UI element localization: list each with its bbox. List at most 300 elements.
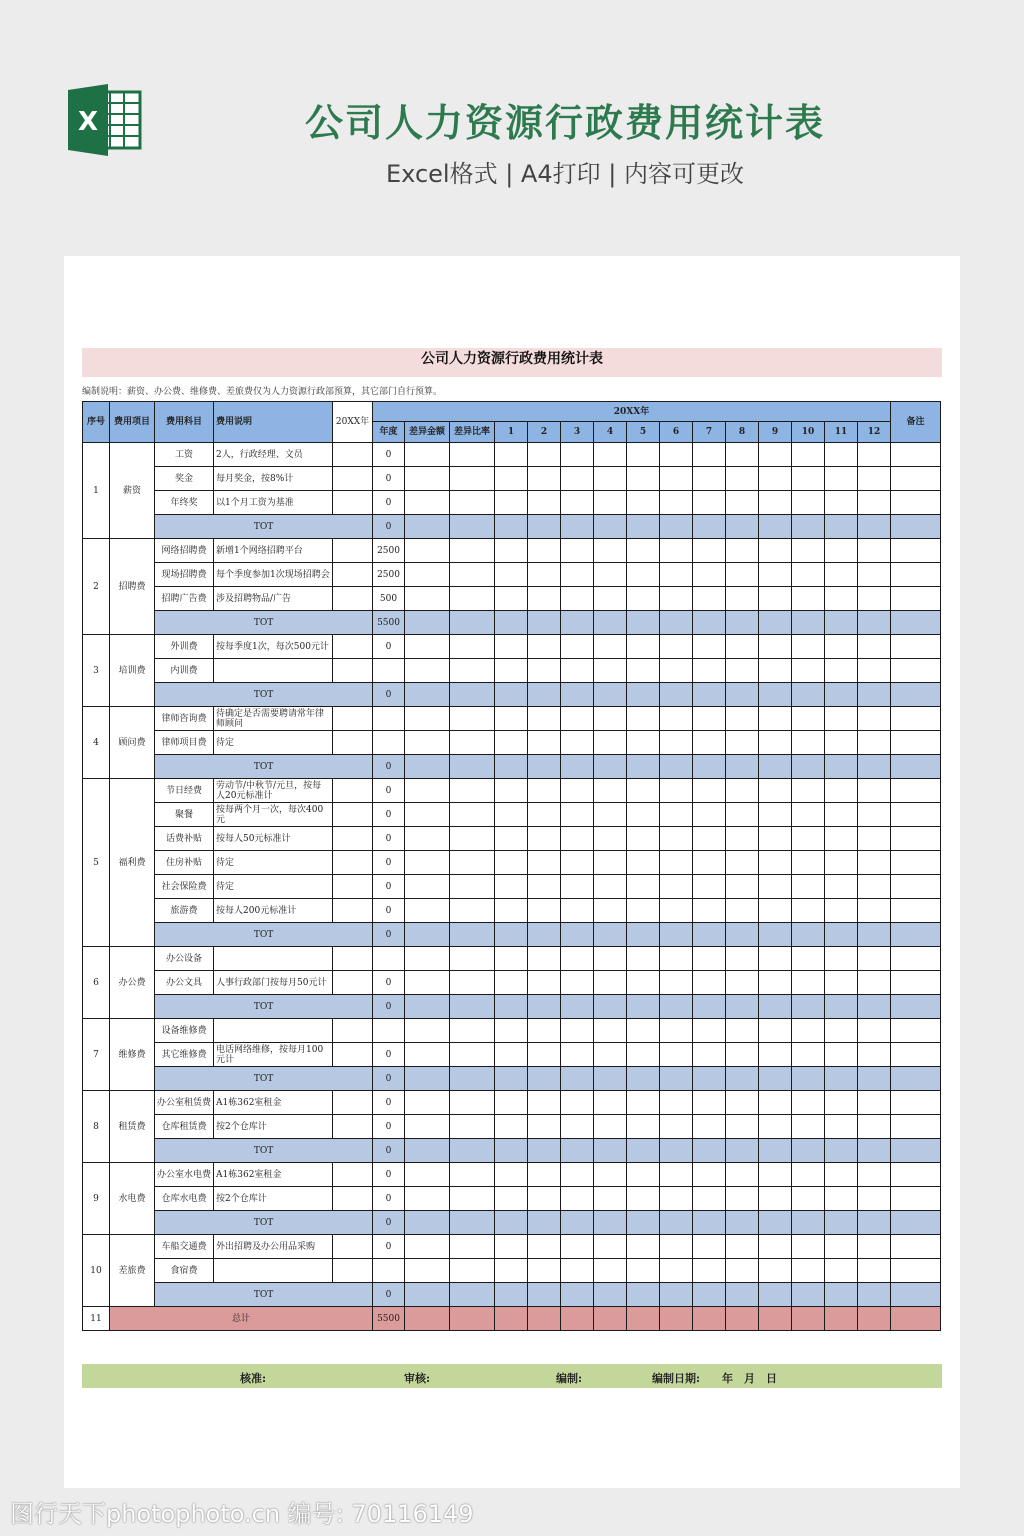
data-cell[interactable] xyxy=(405,755,450,779)
data-cell[interactable] xyxy=(759,1091,792,1115)
data-cell[interactable] xyxy=(561,1115,594,1139)
data-cell[interactable] xyxy=(891,1043,941,1067)
year-cell[interactable] xyxy=(333,899,373,923)
data-cell[interactable] xyxy=(759,1211,792,1235)
data-cell[interactable] xyxy=(858,1019,891,1043)
data-cell[interactable] xyxy=(561,1139,594,1163)
year-cell[interactable] xyxy=(333,587,373,611)
data-cell[interactable] xyxy=(594,563,627,587)
data-cell[interactable] xyxy=(405,1019,450,1043)
data-cell[interactable] xyxy=(561,875,594,899)
data-cell[interactable] xyxy=(627,707,660,731)
data-cell[interactable] xyxy=(495,1211,528,1235)
data-cell[interactable] xyxy=(792,1043,825,1067)
data-cell[interactable] xyxy=(759,851,792,875)
data-cell[interactable] xyxy=(792,1211,825,1235)
data-cell[interactable] xyxy=(660,683,693,707)
year-cell[interactable] xyxy=(333,443,373,467)
data-cell[interactable] xyxy=(891,1211,941,1235)
data-cell[interactable] xyxy=(405,1307,450,1331)
data-cell[interactable] xyxy=(627,659,660,683)
data-cell[interactable] xyxy=(693,707,726,731)
data-cell[interactable] xyxy=(660,779,693,803)
data-cell[interactable] xyxy=(726,1259,759,1283)
data-cell[interactable] xyxy=(561,1283,594,1307)
data-cell[interactable] xyxy=(660,515,693,539)
data-cell[interactable] xyxy=(495,755,528,779)
data-cell[interactable] xyxy=(858,515,891,539)
data-cell[interactable] xyxy=(858,947,891,971)
data-cell[interactable] xyxy=(405,923,450,947)
annual-cell[interactable]: 0 xyxy=(373,779,405,803)
data-cell[interactable] xyxy=(792,1067,825,1091)
data-cell[interactable] xyxy=(858,1115,891,1139)
data-cell[interactable] xyxy=(594,851,627,875)
data-cell[interactable] xyxy=(627,923,660,947)
year-cell[interactable] xyxy=(333,539,373,563)
data-cell[interactable] xyxy=(561,827,594,851)
data-cell[interactable] xyxy=(759,443,792,467)
data-cell[interactable] xyxy=(693,659,726,683)
data-cell[interactable] xyxy=(792,491,825,515)
data-cell[interactable] xyxy=(627,563,660,587)
data-cell[interactable] xyxy=(660,443,693,467)
data-cell[interactable] xyxy=(528,515,561,539)
data-cell[interactable] xyxy=(792,1115,825,1139)
data-cell[interactable] xyxy=(693,467,726,491)
data-cell[interactable] xyxy=(891,995,941,1019)
data-cell[interactable] xyxy=(450,875,495,899)
data-cell[interactable] xyxy=(660,1115,693,1139)
data-cell[interactable] xyxy=(561,923,594,947)
data-cell[interactable] xyxy=(858,851,891,875)
annual-cell[interactable] xyxy=(373,1259,405,1283)
data-cell[interactable] xyxy=(792,515,825,539)
data-cell[interactable] xyxy=(528,1235,561,1259)
data-cell[interactable] xyxy=(528,539,561,563)
data-cell[interactable] xyxy=(792,851,825,875)
data-cell[interactable] xyxy=(405,851,450,875)
data-cell[interactable] xyxy=(693,947,726,971)
data-cell[interactable] xyxy=(450,467,495,491)
year-cell[interactable] xyxy=(333,491,373,515)
data-cell[interactable] xyxy=(450,803,495,827)
data-cell[interactable] xyxy=(450,827,495,851)
data-cell[interactable] xyxy=(825,1307,858,1331)
data-cell[interactable] xyxy=(726,659,759,683)
data-cell[interactable] xyxy=(495,1283,528,1307)
data-cell[interactable] xyxy=(594,1187,627,1211)
data-cell[interactable] xyxy=(693,899,726,923)
annual-cell[interactable]: 0 xyxy=(373,443,405,467)
data-cell[interactable] xyxy=(528,1091,561,1115)
data-cell[interactable] xyxy=(405,707,450,731)
data-cell[interactable] xyxy=(891,683,941,707)
data-cell[interactable] xyxy=(594,995,627,1019)
data-cell[interactable] xyxy=(891,899,941,923)
annual-cell[interactable]: 0 xyxy=(373,971,405,995)
data-cell[interactable] xyxy=(528,1067,561,1091)
data-cell[interactable] xyxy=(726,1211,759,1235)
data-cell[interactable] xyxy=(858,1259,891,1283)
data-cell[interactable] xyxy=(726,947,759,971)
data-cell[interactable] xyxy=(561,1043,594,1067)
data-cell[interactable] xyxy=(759,1283,792,1307)
data-cell[interactable] xyxy=(693,1019,726,1043)
data-cell[interactable] xyxy=(660,731,693,755)
data-cell[interactable] xyxy=(759,515,792,539)
annual-cell[interactable]: 500 xyxy=(373,587,405,611)
data-cell[interactable] xyxy=(891,947,941,971)
data-cell[interactable] xyxy=(858,923,891,947)
data-cell[interactable] xyxy=(726,1235,759,1259)
data-cell[interactable] xyxy=(858,731,891,755)
data-cell[interactable] xyxy=(825,563,858,587)
data-cell[interactable] xyxy=(528,755,561,779)
data-cell[interactable] xyxy=(858,707,891,731)
data-cell[interactable] xyxy=(594,683,627,707)
data-cell[interactable] xyxy=(594,1115,627,1139)
data-cell[interactable] xyxy=(450,659,495,683)
data-cell[interactable] xyxy=(726,1019,759,1043)
data-cell[interactable] xyxy=(594,731,627,755)
data-cell[interactable] xyxy=(594,1091,627,1115)
data-cell[interactable] xyxy=(825,1043,858,1067)
data-cell[interactable] xyxy=(759,995,792,1019)
data-cell[interactable] xyxy=(405,491,450,515)
data-cell[interactable] xyxy=(627,1067,660,1091)
data-cell[interactable] xyxy=(858,827,891,851)
data-cell[interactable] xyxy=(495,899,528,923)
data-cell[interactable] xyxy=(759,1067,792,1091)
data-cell[interactable] xyxy=(495,1043,528,1067)
year-cell[interactable] xyxy=(333,467,373,491)
data-cell[interactable] xyxy=(627,1043,660,1067)
annual-cell[interactable]: 0 xyxy=(373,1115,405,1139)
data-cell[interactable] xyxy=(495,587,528,611)
data-cell[interactable] xyxy=(693,1307,726,1331)
data-cell[interactable] xyxy=(858,491,891,515)
data-cell[interactable] xyxy=(627,851,660,875)
data-cell[interactable] xyxy=(528,1139,561,1163)
data-cell[interactable] xyxy=(759,1163,792,1187)
data-cell[interactable] xyxy=(528,1211,561,1235)
data-cell[interactable] xyxy=(693,491,726,515)
year-cell[interactable] xyxy=(333,1115,373,1139)
data-cell[interactable] xyxy=(495,1019,528,1043)
data-cell[interactable] xyxy=(759,1043,792,1067)
data-cell[interactable] xyxy=(660,755,693,779)
data-cell[interactable] xyxy=(627,755,660,779)
data-cell[interactable] xyxy=(405,587,450,611)
year-cell[interactable] xyxy=(333,851,373,875)
data-cell[interactable] xyxy=(792,635,825,659)
data-cell[interactable] xyxy=(825,731,858,755)
data-cell[interactable] xyxy=(561,1187,594,1211)
annual-cell[interactable]: 0 xyxy=(373,851,405,875)
data-cell[interactable] xyxy=(891,971,941,995)
data-cell[interactable] xyxy=(858,1163,891,1187)
data-cell[interactable] xyxy=(726,491,759,515)
data-cell[interactable] xyxy=(627,1235,660,1259)
data-cell[interactable] xyxy=(450,635,495,659)
data-cell[interactable] xyxy=(594,779,627,803)
data-cell[interactable] xyxy=(858,659,891,683)
data-cell[interactable] xyxy=(450,587,495,611)
data-cell[interactable] xyxy=(825,611,858,635)
data-cell[interactable] xyxy=(495,1091,528,1115)
data-cell[interactable] xyxy=(495,1259,528,1283)
data-cell[interactable] xyxy=(594,1043,627,1067)
data-cell[interactable] xyxy=(891,515,941,539)
data-cell[interactable] xyxy=(825,971,858,995)
data-cell[interactable] xyxy=(495,707,528,731)
annual-cell[interactable] xyxy=(373,947,405,971)
data-cell[interactable] xyxy=(528,1259,561,1283)
data-cell[interactable] xyxy=(759,563,792,587)
data-cell[interactable] xyxy=(825,587,858,611)
data-cell[interactable] xyxy=(594,1259,627,1283)
data-cell[interactable] xyxy=(528,707,561,731)
data-cell[interactable] xyxy=(726,923,759,947)
data-cell[interactable] xyxy=(627,899,660,923)
data-cell[interactable] xyxy=(825,1091,858,1115)
data-cell[interactable] xyxy=(495,683,528,707)
year-cell[interactable] xyxy=(333,971,373,995)
data-cell[interactable] xyxy=(561,491,594,515)
data-cell[interactable] xyxy=(528,467,561,491)
data-cell[interactable] xyxy=(726,875,759,899)
data-cell[interactable] xyxy=(858,467,891,491)
data-cell[interactable] xyxy=(726,443,759,467)
data-cell[interactable] xyxy=(495,803,528,827)
data-cell[interactable] xyxy=(660,827,693,851)
data-cell[interactable] xyxy=(450,1091,495,1115)
data-cell[interactable] xyxy=(660,1139,693,1163)
data-cell[interactable] xyxy=(561,515,594,539)
data-cell[interactable] xyxy=(594,491,627,515)
data-cell[interactable] xyxy=(660,587,693,611)
data-cell[interactable] xyxy=(528,563,561,587)
data-cell[interactable] xyxy=(528,827,561,851)
data-cell[interactable] xyxy=(594,947,627,971)
data-cell[interactable] xyxy=(825,491,858,515)
data-cell[interactable] xyxy=(660,563,693,587)
data-cell[interactable] xyxy=(891,611,941,635)
data-cell[interactable] xyxy=(726,635,759,659)
data-cell[interactable] xyxy=(891,707,941,731)
data-cell[interactable] xyxy=(693,683,726,707)
data-cell[interactable] xyxy=(450,995,495,1019)
data-cell[interactable] xyxy=(726,1043,759,1067)
data-cell[interactable] xyxy=(405,1043,450,1067)
data-cell[interactable] xyxy=(693,827,726,851)
annual-cell[interactable] xyxy=(373,707,405,731)
year-cell[interactable] xyxy=(333,731,373,755)
year-cell[interactable] xyxy=(333,707,373,731)
data-cell[interactable] xyxy=(528,659,561,683)
data-cell[interactable] xyxy=(627,515,660,539)
data-cell[interactable] xyxy=(405,1163,450,1187)
data-cell[interactable] xyxy=(561,755,594,779)
data-cell[interactable] xyxy=(726,1283,759,1307)
annual-cell[interactable] xyxy=(373,1019,405,1043)
data-cell[interactable] xyxy=(561,779,594,803)
data-cell[interactable] xyxy=(759,1307,792,1331)
data-cell[interactable] xyxy=(858,995,891,1019)
data-cell[interactable] xyxy=(825,899,858,923)
data-cell[interactable] xyxy=(891,1139,941,1163)
data-cell[interactable] xyxy=(891,1163,941,1187)
data-cell[interactable] xyxy=(726,803,759,827)
annual-cell[interactable]: 0 xyxy=(373,875,405,899)
data-cell[interactable] xyxy=(693,803,726,827)
data-cell[interactable] xyxy=(405,1187,450,1211)
data-cell[interactable] xyxy=(561,1307,594,1331)
data-cell[interactable] xyxy=(627,611,660,635)
year-cell[interactable] xyxy=(333,1187,373,1211)
data-cell[interactable] xyxy=(405,1091,450,1115)
data-cell[interactable] xyxy=(627,731,660,755)
data-cell[interactable] xyxy=(660,707,693,731)
data-cell[interactable] xyxy=(759,779,792,803)
year-cell[interactable] xyxy=(333,1091,373,1115)
data-cell[interactable] xyxy=(495,467,528,491)
data-cell[interactable] xyxy=(450,1283,495,1307)
data-cell[interactable] xyxy=(858,1235,891,1259)
data-cell[interactable] xyxy=(561,1235,594,1259)
data-cell[interactable] xyxy=(495,947,528,971)
data-cell[interactable] xyxy=(594,1163,627,1187)
data-cell[interactable] xyxy=(627,1187,660,1211)
data-cell[interactable] xyxy=(450,1067,495,1091)
data-cell[interactable] xyxy=(594,1235,627,1259)
data-cell[interactable] xyxy=(858,683,891,707)
data-cell[interactable] xyxy=(495,563,528,587)
data-cell[interactable] xyxy=(405,827,450,851)
annual-cell[interactable]: 0 xyxy=(373,491,405,515)
data-cell[interactable] xyxy=(450,899,495,923)
data-cell[interactable] xyxy=(792,1019,825,1043)
data-cell[interactable] xyxy=(627,1139,660,1163)
data-cell[interactable] xyxy=(627,467,660,491)
data-cell[interactable] xyxy=(528,779,561,803)
data-cell[interactable] xyxy=(825,707,858,731)
data-cell[interactable] xyxy=(726,899,759,923)
data-cell[interactable] xyxy=(561,1259,594,1283)
data-cell[interactable] xyxy=(450,1307,495,1331)
data-cell[interactable] xyxy=(627,971,660,995)
data-cell[interactable] xyxy=(858,611,891,635)
data-cell[interactable] xyxy=(891,491,941,515)
data-cell[interactable] xyxy=(405,1067,450,1091)
data-cell[interactable] xyxy=(891,635,941,659)
data-cell[interactable] xyxy=(726,1187,759,1211)
data-cell[interactable] xyxy=(561,467,594,491)
data-cell[interactable] xyxy=(528,851,561,875)
data-cell[interactable] xyxy=(693,1139,726,1163)
data-cell[interactable] xyxy=(693,779,726,803)
data-cell[interactable] xyxy=(528,971,561,995)
data-cell[interactable] xyxy=(825,683,858,707)
data-cell[interactable] xyxy=(693,1163,726,1187)
data-cell[interactable] xyxy=(495,1163,528,1187)
data-cell[interactable] xyxy=(759,683,792,707)
data-cell[interactable] xyxy=(594,1139,627,1163)
data-cell[interactable] xyxy=(891,1115,941,1139)
data-cell[interactable] xyxy=(792,467,825,491)
data-cell[interactable] xyxy=(792,707,825,731)
data-cell[interactable] xyxy=(450,515,495,539)
data-cell[interactable] xyxy=(405,1235,450,1259)
data-cell[interactable] xyxy=(405,563,450,587)
data-cell[interactable] xyxy=(561,563,594,587)
data-cell[interactable] xyxy=(792,1283,825,1307)
data-cell[interactable] xyxy=(450,1115,495,1139)
data-cell[interactable] xyxy=(759,1139,792,1163)
data-cell[interactable] xyxy=(660,971,693,995)
data-cell[interactable] xyxy=(825,659,858,683)
data-cell[interactable] xyxy=(759,827,792,851)
data-cell[interactable] xyxy=(561,731,594,755)
data-cell[interactable] xyxy=(528,947,561,971)
annual-cell[interactable]: 0 xyxy=(373,803,405,827)
data-cell[interactable] xyxy=(594,443,627,467)
data-cell[interactable] xyxy=(858,875,891,899)
data-cell[interactable] xyxy=(759,731,792,755)
data-cell[interactable] xyxy=(693,587,726,611)
data-cell[interactable] xyxy=(528,731,561,755)
data-cell[interactable] xyxy=(825,1163,858,1187)
data-cell[interactable] xyxy=(660,1211,693,1235)
annual-cell[interactable]: 0 xyxy=(373,1091,405,1115)
data-cell[interactable] xyxy=(528,1115,561,1139)
data-cell[interactable] xyxy=(759,491,792,515)
annual-cell[interactable]: 2500 xyxy=(373,539,405,563)
data-cell[interactable] xyxy=(627,1307,660,1331)
data-cell[interactable] xyxy=(726,1139,759,1163)
data-cell[interactable] xyxy=(858,1067,891,1091)
data-cell[interactable] xyxy=(891,539,941,563)
data-cell[interactable] xyxy=(528,683,561,707)
data-cell[interactable] xyxy=(891,1283,941,1307)
data-cell[interactable] xyxy=(891,1091,941,1115)
data-cell[interactable] xyxy=(759,587,792,611)
data-cell[interactable] xyxy=(528,1163,561,1187)
data-cell[interactable] xyxy=(660,899,693,923)
data-cell[interactable] xyxy=(660,995,693,1019)
data-cell[interactable] xyxy=(726,827,759,851)
data-cell[interactable] xyxy=(726,1091,759,1115)
data-cell[interactable] xyxy=(528,1307,561,1331)
data-cell[interactable] xyxy=(495,659,528,683)
data-cell[interactable] xyxy=(660,1163,693,1187)
data-cell[interactable] xyxy=(627,947,660,971)
data-cell[interactable] xyxy=(759,755,792,779)
data-cell[interactable] xyxy=(660,1091,693,1115)
data-cell[interactable] xyxy=(825,1187,858,1211)
data-cell[interactable] xyxy=(561,899,594,923)
data-cell[interactable] xyxy=(858,635,891,659)
data-cell[interactable] xyxy=(858,1043,891,1067)
data-cell[interactable] xyxy=(561,443,594,467)
year-cell[interactable] xyxy=(333,803,373,827)
data-cell[interactable] xyxy=(528,635,561,659)
data-cell[interactable] xyxy=(858,755,891,779)
data-cell[interactable] xyxy=(627,779,660,803)
data-cell[interactable] xyxy=(693,443,726,467)
data-cell[interactable] xyxy=(405,683,450,707)
